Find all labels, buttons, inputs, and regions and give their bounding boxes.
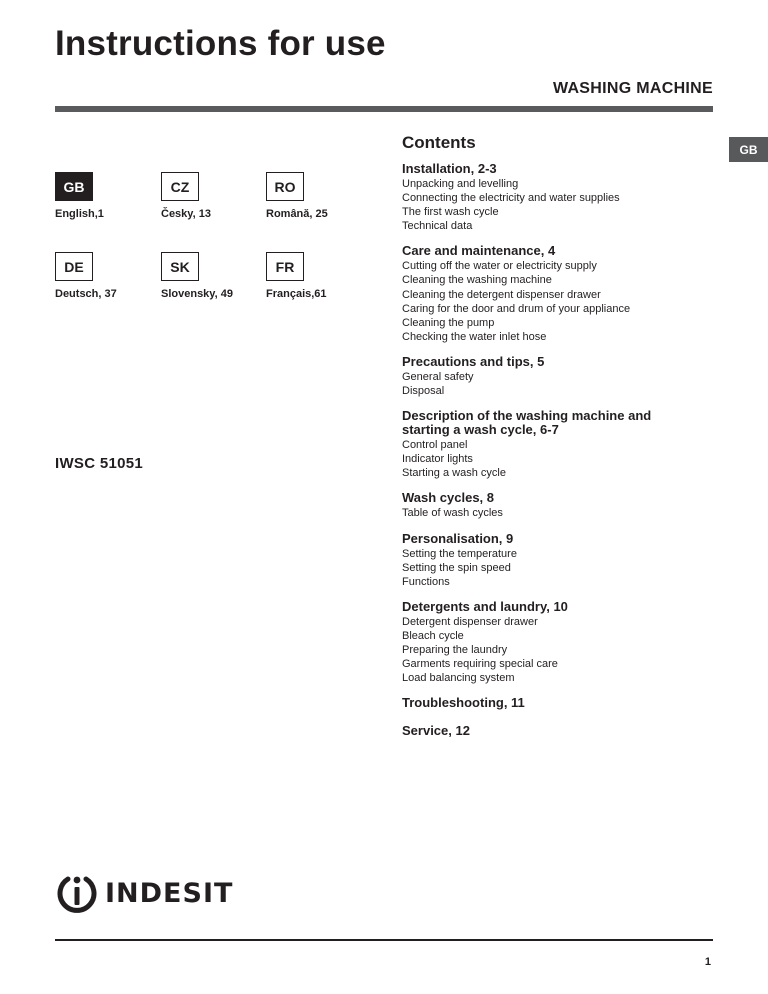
language-label: English,1 bbox=[55, 208, 104, 220]
toc-item: Cutting off the water or electricity supply bbox=[402, 260, 597, 273]
toc-section-detergents bbox=[402, 600, 702, 685]
toc-heading[interactable]: Installation, 2-3 bbox=[402, 161, 497, 176]
toc-item: The first wash cycle bbox=[402, 206, 499, 219]
language-side-tab: GB bbox=[729, 137, 768, 162]
language-fr[interactable] bbox=[266, 252, 366, 300]
toc-heading[interactable]: Precautions and tips, 5 bbox=[402, 353, 545, 369]
toc-heading[interactable]: Wash cycles, 8 bbox=[402, 490, 495, 506]
toc-item: Unpacking and levelling bbox=[402, 178, 519, 190]
toc-item: Disposal bbox=[402, 385, 445, 398]
toc-section-troubleshooting bbox=[402, 696, 702, 710]
page-title: Instructions for use bbox=[55, 24, 386, 63]
toc-section-wash-cycles bbox=[402, 491, 702, 520]
toc-section-description bbox=[402, 409, 702, 480]
toc-heading[interactable]: Description of the washing machine and starting a wash cycle, 6-7 bbox=[402, 408, 652, 438]
language-code: GB bbox=[55, 172, 93, 201]
language-label: Slovensky, 49 bbox=[161, 288, 233, 300]
language-code: RO bbox=[266, 172, 304, 201]
indesit-power-icon bbox=[55, 871, 99, 915]
toc-item: Garments requiring special care bbox=[402, 658, 558, 671]
language-cz[interactable] bbox=[161, 172, 261, 220]
toc-item: Technical data bbox=[402, 220, 473, 233]
toc-item: Control panel bbox=[402, 439, 468, 452]
toc-item: Checking the water inlet hose bbox=[402, 330, 547, 343]
contents-title: Contents bbox=[402, 133, 476, 152]
toc-item: Bleach cycle bbox=[402, 629, 464, 642]
language-code: SK bbox=[161, 252, 199, 281]
toc-item: Table of wash cycles bbox=[402, 507, 503, 520]
toc-heading[interactable]: Personalisation, 9 bbox=[402, 530, 514, 546]
language-sk[interactable] bbox=[161, 252, 261, 300]
toc-item: Cleaning the pump bbox=[402, 316, 495, 329]
footer-divider bbox=[55, 939, 713, 941]
toc-section-care bbox=[402, 244, 702, 344]
language-de[interactable] bbox=[55, 252, 155, 300]
toc-heading[interactable]: Service, 12 bbox=[402, 723, 470, 739]
model-number: IWSC 51051 bbox=[55, 455, 144, 472]
toc-item: Caring for the door and drum of your appliance bbox=[402, 302, 631, 315]
toc-item: Load balancing system bbox=[402, 672, 515, 685]
product-type: WASHING MACHINE bbox=[552, 80, 713, 97]
toc-item: Indicator lights bbox=[402, 453, 473, 466]
toc-item: Starting a wash cycle bbox=[402, 467, 506, 480]
toc-item: Detergent dispenser drawer bbox=[402, 615, 538, 628]
language-ro[interactable] bbox=[266, 172, 366, 220]
language-code: CZ bbox=[161, 172, 199, 201]
toc-item: Cleaning the detergent dispenser drawer bbox=[402, 288, 601, 301]
table-of-contents bbox=[402, 133, 702, 749]
toc-item: Setting the temperature bbox=[402, 547, 517, 560]
toc-item: Setting the spin speed bbox=[402, 561, 511, 574]
language-code: DE bbox=[55, 252, 93, 281]
language-gb[interactable] bbox=[55, 172, 155, 220]
language-code: FR bbox=[266, 252, 304, 281]
toc-item: General safety bbox=[402, 370, 474, 383]
toc-heading[interactable]: Care and maintenance, 4 bbox=[402, 243, 556, 259]
toc-item: Functions bbox=[402, 575, 450, 588]
brand-logo bbox=[55, 871, 233, 915]
header-divider bbox=[55, 106, 713, 112]
page-number: 1 bbox=[704, 956, 711, 968]
toc-item: Cleaning the washing machine bbox=[402, 274, 552, 287]
language-label: Français,61 bbox=[266, 288, 327, 300]
brand-logo-wordmark: INDESIT bbox=[105, 877, 234, 909]
toc-section-service bbox=[402, 724, 702, 738]
toc-heading[interactable]: Detergents and laundry, 10 bbox=[402, 598, 568, 614]
toc-item: Connecting the electricity and water supplies bbox=[402, 192, 620, 205]
toc-section-personalisation bbox=[402, 532, 702, 589]
toc-section-installation bbox=[402, 162, 702, 233]
language-label: Deutsch, 37 bbox=[55, 288, 117, 300]
toc-item: Preparing the laundry bbox=[402, 643, 508, 656]
toc-heading[interactable]: Troubleshooting, 11 bbox=[402, 695, 525, 711]
toc-section-precautions bbox=[402, 355, 702, 398]
language-label: Česky, 13 bbox=[161, 208, 211, 220]
language-label: Română, 25 bbox=[266, 208, 328, 220]
